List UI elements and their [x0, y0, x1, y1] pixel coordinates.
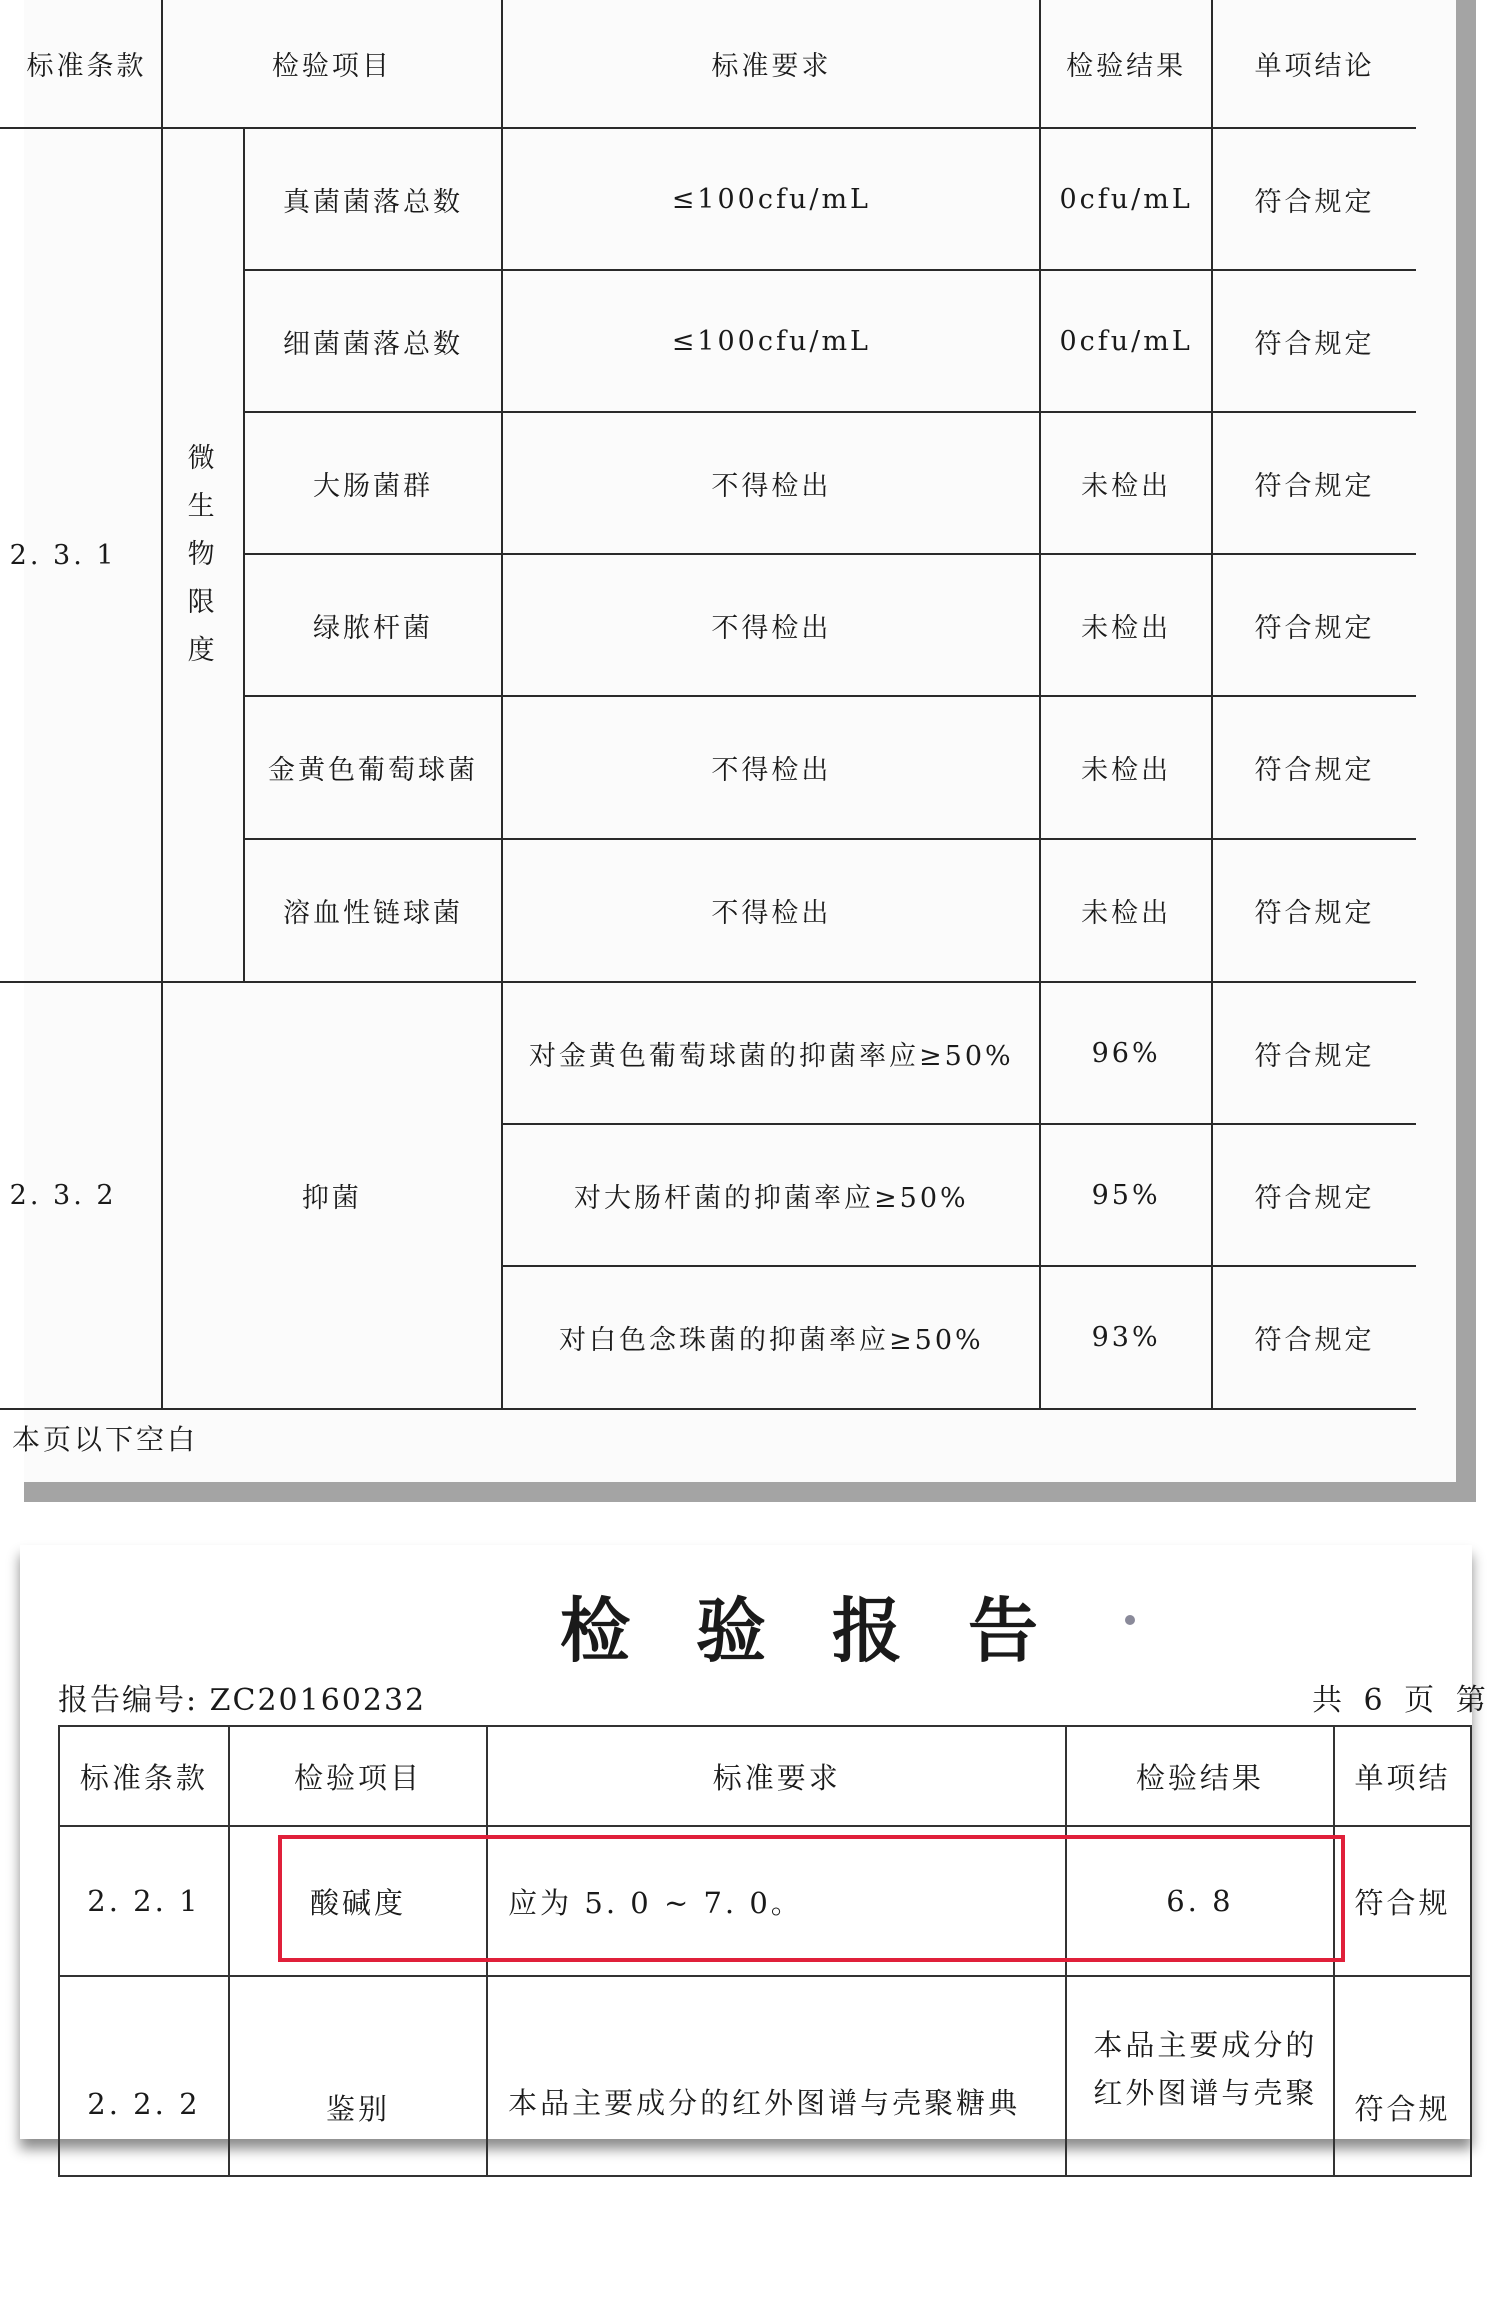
conclusion-cell: 符合规定	[1212, 128, 1416, 270]
item-cell: 抑菌	[162, 982, 503, 1409]
requirement-cell: 对金黄色葡萄球菌的抑菌率应≥50%	[502, 982, 1040, 1124]
item-cell: 鉴别	[229, 1976, 487, 2176]
conclusion-cell: 符合规定	[1212, 1266, 1416, 1409]
requirement-cell: ≤100cfu/mL	[502, 128, 1040, 270]
scan-card-report	[20, 1545, 1492, 2139]
requirement-cell: 不得检出	[502, 554, 1040, 696]
item-cell: 金黄色葡萄球菌	[244, 696, 503, 839]
result-cell: 未检出	[1040, 839, 1212, 982]
result-cell: 96%	[1040, 982, 1212, 1124]
conclusion-cell: 符合规定	[1212, 1124, 1416, 1266]
requirement-cell: 应为 5. 0 ~ 7. 0。	[487, 1826, 1066, 1976]
requirement-cell: 不得检出	[502, 839, 1040, 982]
requirement-cell: 对白色念珠菌的抑菌率应≥50%	[502, 1266, 1040, 1409]
result-cell: 6. 8	[1066, 1826, 1333, 1976]
table-row	[59, 1976, 1471, 2176]
item-cell: 绿脓杆菌	[244, 554, 503, 696]
category-cell: 微生物限度	[162, 128, 244, 982]
report-number: 报告编号: ZC20160232	[58, 1683, 427, 1718]
clause-cell: 2. 2. 2	[59, 1976, 229, 2176]
highlight-box	[278, 1835, 1345, 1962]
scan-paper	[9, 0, 1456, 1482]
page-count: 共 6 页 第	[1312, 1683, 1492, 1718]
table-header-row	[59, 1726, 1471, 1826]
clause-cell: 2. 3. 1	[0, 128, 162, 982]
result-cell: 未检出	[1040, 696, 1212, 839]
conclusion-cell: 符合规	[1334, 1826, 1472, 1976]
scan-card-microbiology	[9, 0, 1476, 1502]
result-cell: 未检出	[1040, 554, 1212, 696]
item-cell: 大肠菌群	[244, 412, 503, 554]
conclusion-cell: 符合规定	[1212, 270, 1416, 412]
table-row	[0, 128, 1416, 270]
result-cell: 95%	[1040, 1124, 1212, 1266]
requirement-cell: 不得检出	[502, 412, 1040, 554]
requirement-cell: 对大肠杆菌的抑菌率应≥50%	[502, 1124, 1040, 1266]
result-cell: 本品主要成分的红外图谱与壳聚	[1066, 1976, 1333, 2176]
requirement-cell: 本品主要成分的红外图谱与壳聚糖典	[487, 1976, 1066, 2176]
conclusion-cell: 符合规定	[1212, 839, 1416, 982]
item-cell: 真菌菌落总数	[244, 128, 503, 270]
conclusion-cell: 符合规定	[1212, 696, 1416, 839]
item-cell: 细菌菌落总数	[244, 270, 503, 412]
page-blank-note: 本页以下空白	[12, 1423, 199, 1456]
conclusion-cell: 符合规定	[1212, 554, 1416, 696]
clause-cell: 2. 3. 2	[0, 982, 162, 1409]
requirement-cell: 不得检出	[502, 696, 1040, 839]
header-conclusion: 单项结论	[1212, 0, 1416, 128]
header-result: 检验结果	[1040, 0, 1212, 128]
result-cell: 未检出	[1040, 412, 1212, 554]
conclusion-cell: 符合规定	[1212, 412, 1416, 554]
header-clause: 标准条款	[59, 1726, 229, 1826]
item-cell: 溶血性链球菌	[244, 839, 503, 982]
result-cell: 0cfu/mL	[1040, 128, 1212, 270]
result-cell: 0cfu/mL	[1040, 270, 1212, 412]
header-conclusion: 单项结	[1334, 1726, 1472, 1826]
item-cell: 酸碱度	[229, 1826, 487, 1976]
header-result: 检验结果	[1066, 1726, 1333, 1826]
result-cell: 93%	[1040, 1266, 1212, 1409]
header-requirement: 标准要求	[502, 0, 1040, 128]
report-title: 检验报告	[560, 1589, 1104, 1672]
conclusion-cell: 符合规	[1334, 1976, 1472, 2176]
conclusion-cell: 符合规定	[1212, 982, 1416, 1124]
header-item: 检验项目	[162, 0, 503, 128]
header-item: 检验项目	[229, 1726, 487, 1826]
scan-dot	[1125, 1615, 1135, 1625]
header-requirement: 标准要求	[487, 1726, 1066, 1826]
table-row	[0, 982, 1416, 1124]
header-clause: 标准条款	[0, 0, 162, 128]
requirement-cell: ≤100cfu/mL	[502, 270, 1040, 412]
clause-cell: 2. 2. 1	[59, 1826, 229, 1976]
table-header-row	[0, 0, 1416, 128]
